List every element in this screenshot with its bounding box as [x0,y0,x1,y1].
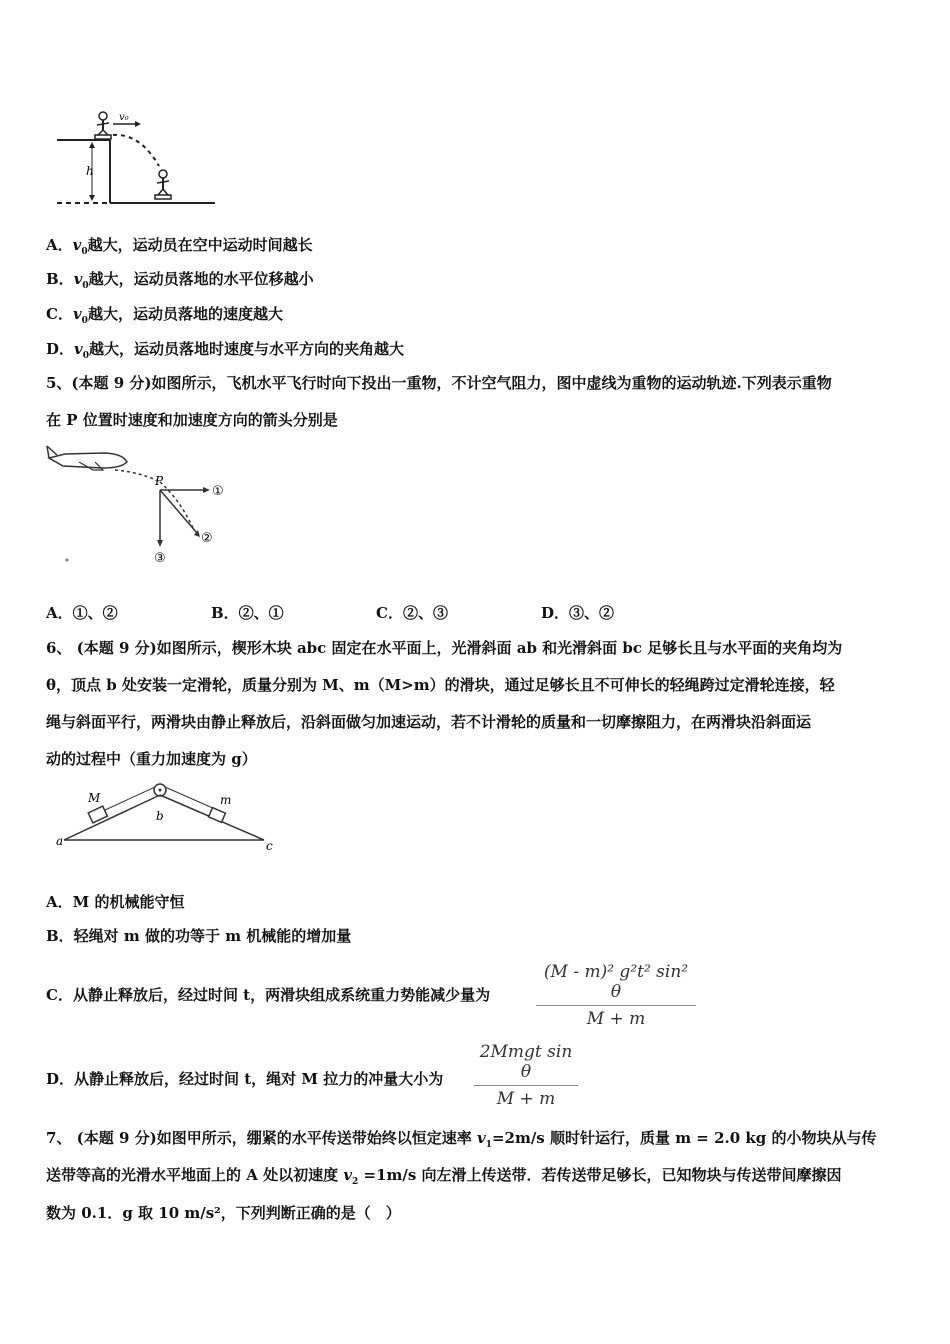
skier-top-icon [95,112,111,139]
height-label: h [86,164,94,178]
formula-c-numerator: (M - m)² g²t² sin² θ [536,962,696,1006]
formula-c-denominator: M + m [586,1009,646,1029]
arrow-3-label: ③ [154,551,166,566]
q6-option-d: D．从静止释放后，经过时间 t，绳对 M 拉力的冲量大小为 [46,1070,444,1088]
q7-stem-line3: 数为 0.1．g 取 10 m/s²，下列判断正确的是（ ） [46,1204,401,1222]
velocity-arrowhead [135,121,141,127]
q4-option-b: B．$v_0$越大，运动员落地的水平位移越小 [46,270,314,291]
q6-stem-line2: θ，顶点 b 处安装一定滑轮，质量分别为 M、m（M>m）的滑块，通过足够长且不可伸长的轻绳跨过定滑轮连接，轻 [46,676,835,694]
trajectory-dashed [113,135,159,166]
label-M: M [88,791,101,805]
q6-option-b: B．轻绳对 m 做的功等于 m 机械能的增加量 [46,927,352,945]
label-a: a [56,834,64,848]
q6-option-c: C．从静止释放后，经过时间 t，两滑块组成系统重力势能减少量为 [46,986,491,1004]
arrow-1-label: ① [212,484,224,499]
formula-d-numerator: 2Mmgt sin θ [474,1042,578,1086]
height-arrow-up [89,142,95,148]
q5-option-b: B．②、① [211,604,284,622]
q6-stem-line3: 绳与斜面平行，两滑块由静止释放后，沿斜面做匀加速运动，若不计滑轮的质量和一切摩擦阻力，在两滑块沿斜面运 [46,713,812,731]
label-c: c [266,839,273,853]
q5-option-c: C．②、③ [376,604,448,622]
q6-option-c-formula [536,962,696,1029]
v0-label: v₀ [119,112,129,123]
arrow-3-head [157,540,163,547]
arrow-1-head [203,487,210,493]
drop-trajectory-lower [160,482,193,528]
label-b: b [156,809,164,823]
block-m [209,808,226,823]
ski-jump-figure [55,108,235,208]
q4-option-a: A．$v_0$越大，运动员在空中运动时间越长 [46,236,313,257]
q4-option-d: D．$v_0$越大，运动员落地时速度与水平方向的夹角越大 [46,340,405,361]
rope-left [105,787,155,810]
drop-trajectory-upper [115,470,160,482]
q6-option-d-formula [474,1042,578,1109]
q7-stem-line2: 送带等高的光滑水平地面上的 A 处以初速度 $v_2 =1m/s$ 向左滑上传送带．若传送带足够长，已知物块与传送带间摩擦因 [46,1166,842,1187]
q6-option-a: A．M 的机械能守恒 [46,893,185,911]
airplane-icon [47,446,127,470]
arrow-2-line [160,490,197,533]
q7-stem-line1: 7、 (本题 9 分)如图甲所示，绷紧的水平传送带始终以恒定速率 $v_1=2m/s$ 顺时针运行，质量 m = 2.0 kg 的小物块从与传 [46,1129,877,1150]
slope-ab [64,795,160,840]
q5-stem-line2: 在 P 位置时速度和加速度方向的箭头分别是 [46,411,338,429]
rope-right [165,787,215,809]
q5-stem-line1: 5、(本题 9 分)如图所示，飞机水平飞行时向下投出一重物，不计空气阻力，图中虚线为重物的运动轨迹.下列表示重物 [46,374,832,392]
arrow-2-label: ② [201,531,213,546]
label-m: m [220,793,232,807]
q4-option-c: C．$v_0$越大，运动员落地的速度越大 [46,305,283,326]
airplane-drop-figure [45,440,245,570]
stray-dot [66,559,69,562]
height-arrow-down [89,195,95,201]
q6-stem-line4: 动的过程中（重力加速度为 g） [46,750,257,768]
q5-option-d: D．③、② [541,604,615,622]
q6-stem-line1: 6、 (本题 9 分)如图所示，楔形木块 abc 固定在水平面上，光滑斜面 ab 和光滑斜面 bc 足够长且与水平面的夹角均为 [46,639,843,657]
wedge-pulley-figure [50,778,290,856]
skier-bottom-icon [155,170,171,199]
formula-d-denominator: M + m [496,1089,556,1109]
point-p-label: P [155,474,164,488]
q5-option-a: A．①、② [46,604,118,622]
